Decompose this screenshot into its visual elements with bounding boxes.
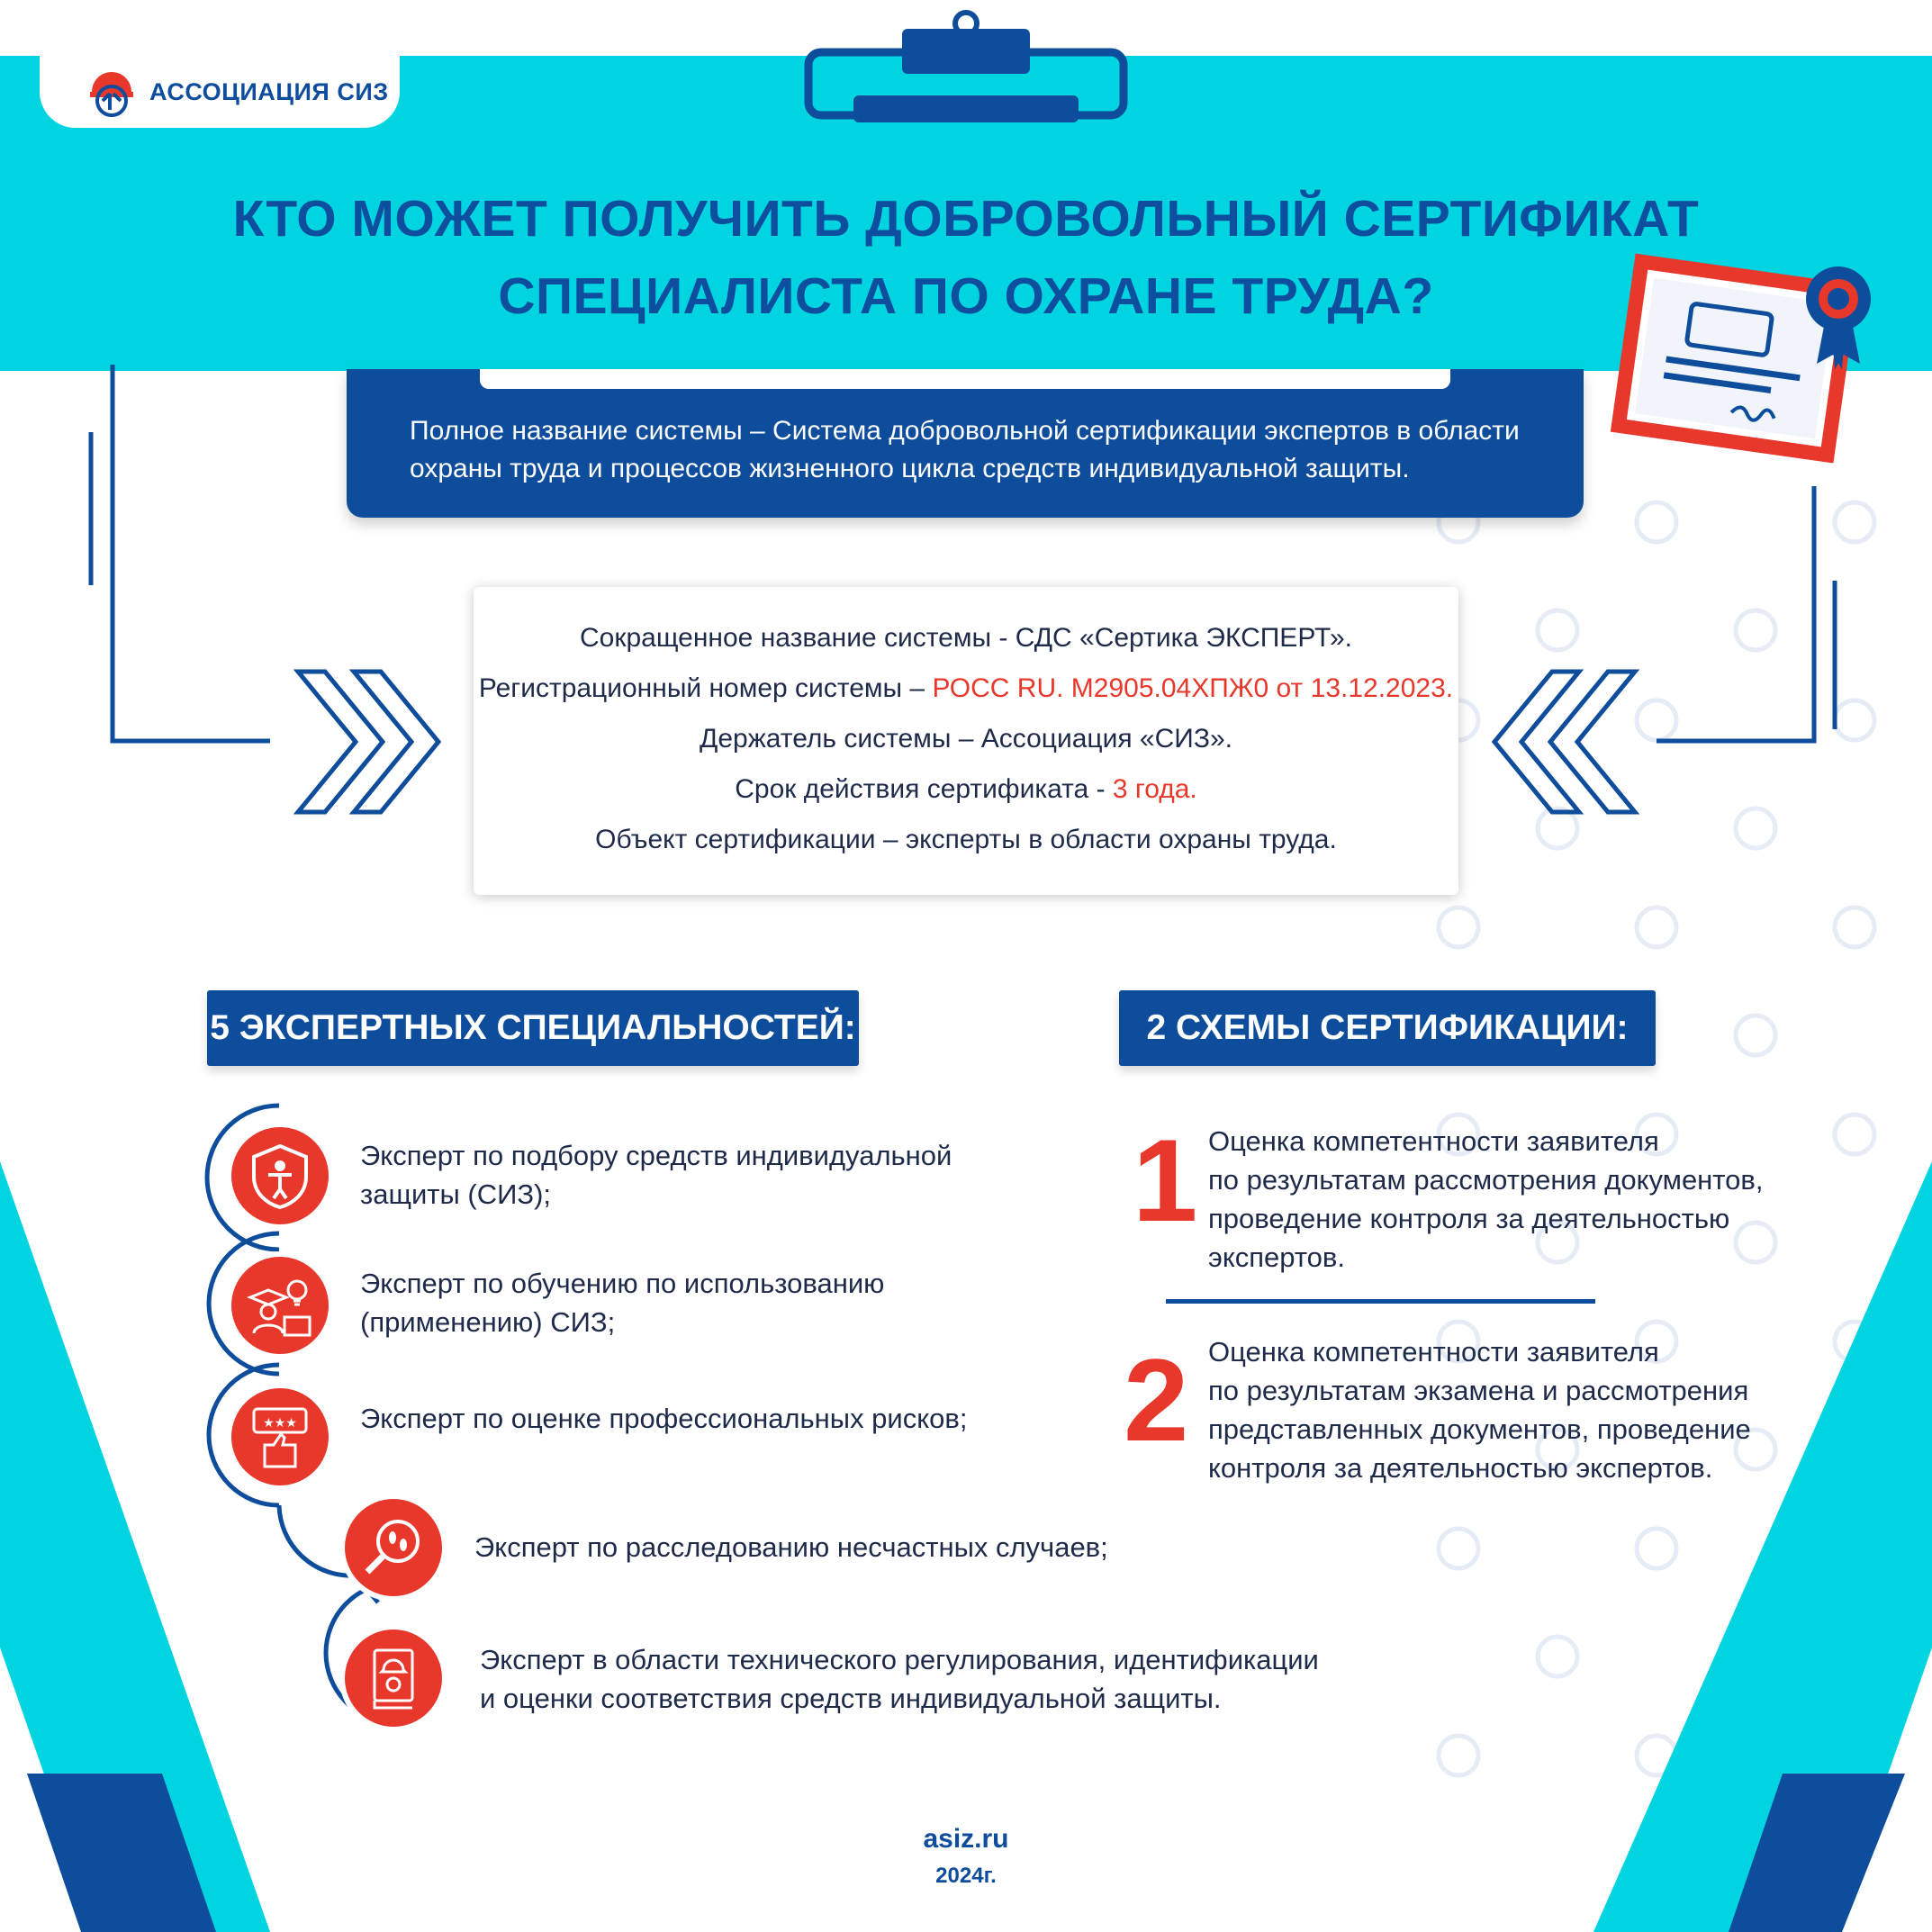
scheme-item-1: [1208, 1122, 1802, 1277]
specialty-1-line-2: защиты (СИЗ);: [360, 1178, 552, 1210]
scheme-number-2: 2: [1124, 1334, 1189, 1466]
system-holder-text: Держатель системы – Ассоциация «СИЗ».: [700, 724, 1232, 754]
full-name-line-1: Полное название системы – Система добровольной сертификации экспертов в области: [410, 416, 1520, 446]
scheme-2-line-3: представленных документов, проведение: [1208, 1413, 1751, 1445]
specialty-5-line-1: Эксперт в области технического регулирования, идентификации: [480, 1644, 1319, 1675]
system-info-card: [474, 587, 1458, 895]
footer-site: asiz.ru: [923, 1824, 1009, 1854]
graduate-lightbulb-icon: [245, 1270, 315, 1341]
scheme-1-line-1: Оценка компетентности заявителя: [1208, 1125, 1659, 1157]
specialty-icon-3: [231, 1388, 329, 1485]
chevron-right-icon: [293, 668, 455, 817]
helmet-book-icon: [358, 1643, 429, 1713]
logo-text: АССОЦИАЦИЯ СИЗ: [149, 77, 389, 105]
scheme-item-2: [1208, 1332, 1802, 1487]
specialty-item-3: [360, 1399, 1044, 1438]
specialty-item-4: [474, 1528, 1285, 1566]
scheme-number-1: 1: [1133, 1115, 1198, 1246]
association-logo-icon: [86, 67, 137, 117]
rating-thumb-icon: [245, 1402, 315, 1472]
scheme-1-line-3: проведение контроля за деятельностью: [1208, 1203, 1730, 1234]
validity-value: 3 года.: [1112, 774, 1197, 804]
right-bracket-line: [1652, 486, 1841, 756]
specialty-item-5: [480, 1640, 1362, 1718]
registration-value: РОСС RU. М2905.04ХПЖ0 от 13.12.2023.: [932, 673, 1454, 703]
title-line-1: КТО МОЖЕТ ПОЛУЧИТЬ ДОБРОВОЛЬНЫЙ СЕРТИФИКАТ: [232, 190, 1700, 248]
validity-period: [474, 774, 1458, 805]
title-line-2: СПЕЦИАЛИСТА ПО ОХРАНЕ ТРУДА?: [498, 267, 1434, 325]
specialty-3-line-1: Эксперт по оценке профессиональных рисков;: [360, 1403, 968, 1434]
certificate-icon: [1602, 243, 1900, 486]
registration-label: Регистрационный номер системы –: [478, 673, 925, 703]
full-name-line-2: охраны труда и процессов жизненного цикла средств индивидуальной защиты.: [410, 454, 1410, 483]
schemes-heading: 2 СХЕМЫ СЕРТИФИКАЦИИ:: [1119, 990, 1656, 1066]
registration-number: [474, 673, 1458, 704]
short-name-text: Сокращенное название системы - СДС «Сертика ЭКСПЕРТ».: [579, 623, 1353, 653]
certification-object-text: Объект сертификации – эксперты в области охраны труда.: [595, 825, 1337, 854]
full-name-text: [410, 412, 1544, 488]
specialty-item-2: [360, 1264, 1044, 1341]
magnifier-footprints-icon: [358, 1512, 429, 1583]
specialty-5-line-2: и оценки соответствия средств индивидуальной защиты.: [480, 1683, 1222, 1714]
validity-label: Срок действия сертификата -: [735, 774, 1106, 804]
specialty-4-line-1: Эксперт по расследованию несчастных случаев;: [474, 1531, 1108, 1563]
specialty-icon-2: [231, 1257, 329, 1354]
svg-text:★★★: ★★★: [263, 1416, 297, 1431]
specialty-icon-4: [345, 1499, 442, 1596]
specialty-1-line-1: Эксперт по подбору средств индивидуальной: [360, 1140, 952, 1171]
left-bracket-line: [86, 365, 275, 752]
scheme-1-line-2: по результатам рассмотрения документов,: [1208, 1164, 1764, 1196]
chevron-left-icon: [1478, 668, 1640, 817]
clipboard-clip-icon: [801, 7, 1131, 126]
logo: [40, 56, 400, 128]
scheme-2-line-2: по результатам экзамена и рассмотрения: [1208, 1375, 1749, 1406]
specialty-icon-1: [231, 1127, 329, 1224]
specialty-2-line-2: (применению) СИЗ;: [360, 1306, 616, 1338]
scheme-1-line-4: экспертов.: [1208, 1241, 1345, 1273]
specialty-icon-5: [345, 1630, 442, 1727]
scheme-divider: [1166, 1299, 1595, 1304]
shield-person-icon: [245, 1141, 315, 1211]
scheme-2-line-4: контроля за деятельностью экспертов.: [1208, 1452, 1713, 1484]
specialty-2-line-1: Эксперт по обучению по использованию: [360, 1268, 885, 1299]
clipboard-paper-edge: [480, 369, 1450, 389]
scheme-2-line-1: Оценка компетентности заявителя: [1208, 1336, 1659, 1368]
right-corner-decoration: [1593, 1161, 1932, 1932]
specialty-item-1: [360, 1136, 1044, 1214]
footer-year: 2024г.: [935, 1864, 997, 1888]
specialties-heading: 5 ЭКСПЕРТНЫХ СПЕЦИАЛЬНОСТЕЙ:: [207, 990, 859, 1066]
